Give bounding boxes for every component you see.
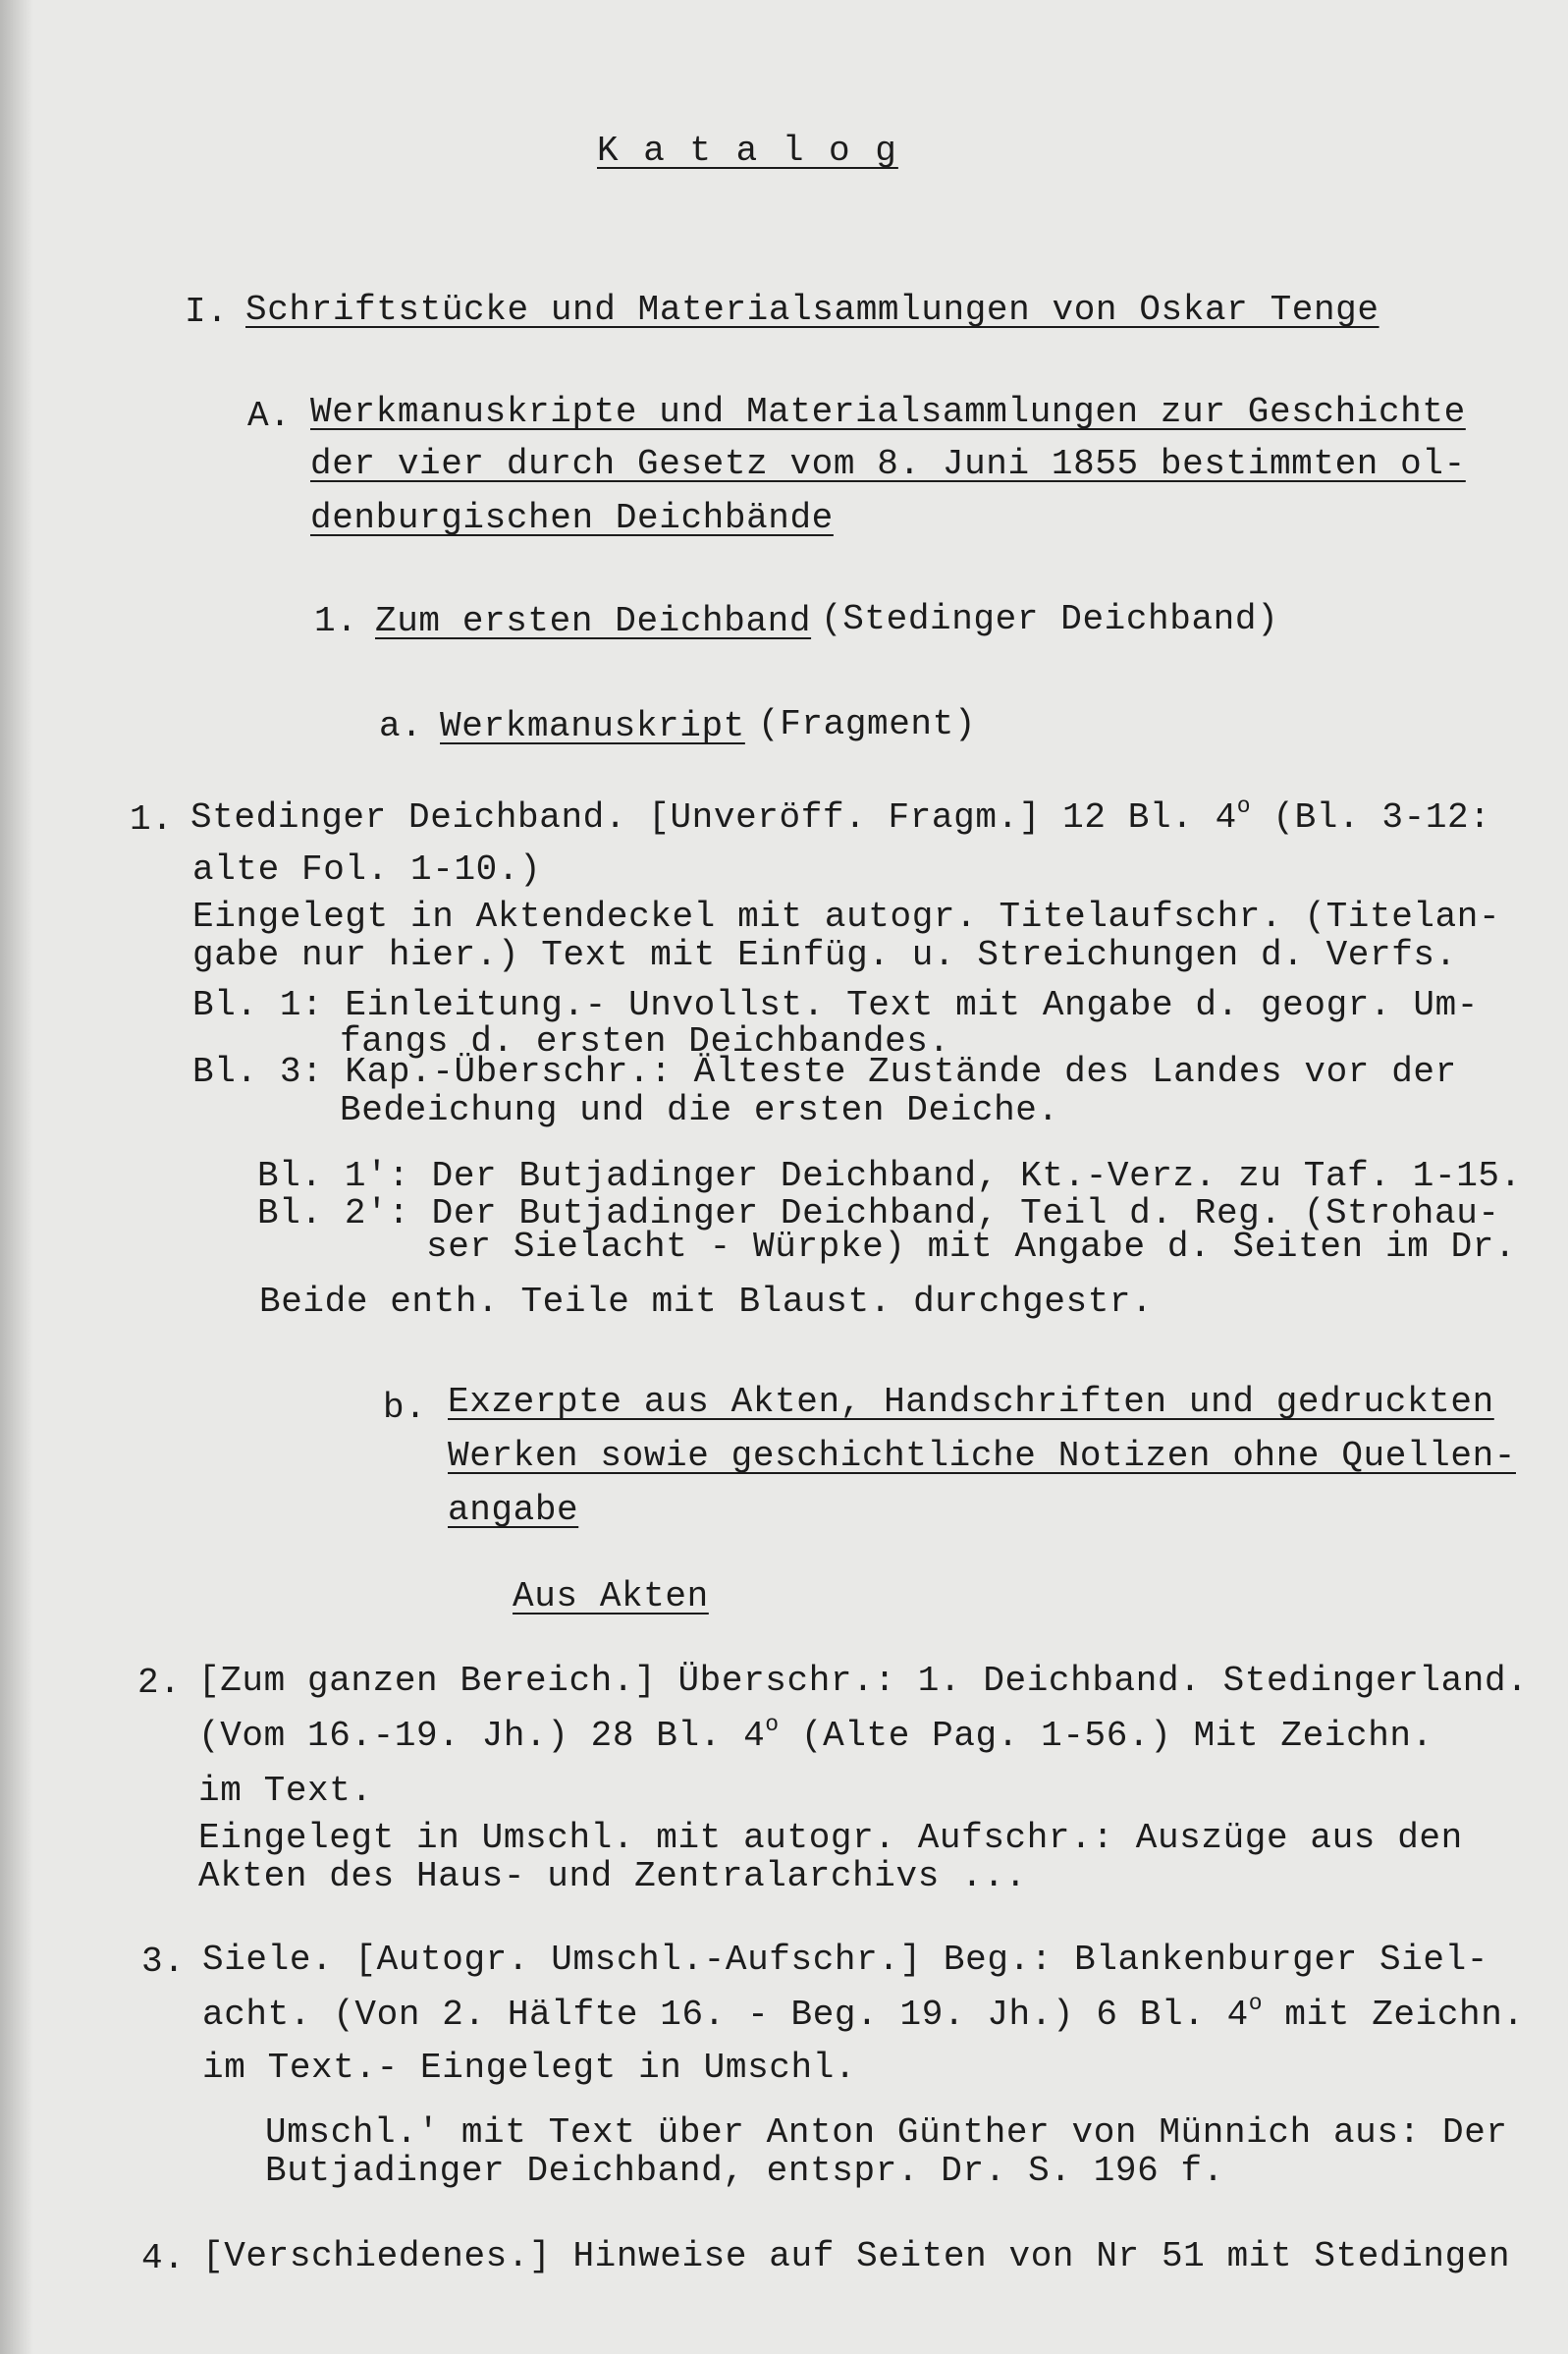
- section-a-heading-line: denburgischen Deichbände: [310, 498, 834, 538]
- entry-1-leaf-note: Bl. 2': Der Butjadinger Deichband, Teil d. Reg. (Strohau-: [257, 1193, 1500, 1233]
- section-1-number: 1.: [314, 601, 358, 641]
- section-i-heading: Schriftstücke und Materialsammlungen von Oskar Tenge: [245, 290, 1379, 330]
- entry-1-line: Stedinger Deichband. [Unveröff. Fragm.] 12 Bl. 4$^o$ (Bl. 3-12:: [190, 794, 1491, 838]
- entry-3-line: acht. (Von 2. Hälfte 16. - Beg. 19. Jh.) 6 Bl. 4$^o$ mit Zeichn.: [202, 1991, 1525, 2035]
- entry-2-line: im Text.: [198, 1771, 373, 1811]
- entry-2-line: [Zum ganzen Bereich.] Überschr.: 1. Deichband. Stedingerland.: [198, 1661, 1529, 1701]
- entry-1-line: gabe nur hier.) Text mit Einfüg. u. Streichungen d. Verfs.: [192, 935, 1457, 975]
- section-b-heading-line: Exzerpte aus Akten, Handschriften und gedruckten: [448, 1382, 1494, 1422]
- section-1-title: Zum ersten Deichband: [375, 601, 812, 641]
- entry-1-line: alte Fol. 1-10.): [192, 849, 542, 890]
- section-a-number: A.: [247, 396, 292, 436]
- entry-1-line: Beide enth. Teile mit Blaust. durchgestr.: [259, 1282, 1154, 1322]
- page-title: K a t a l o g: [597, 131, 898, 171]
- section-a-sub-number: a.: [379, 706, 423, 746]
- entry-1-leaf-note: Bl. 1': Der Butjadinger Deichband, Kt.-Verz. zu Taf. 1-15.: [257, 1156, 1522, 1196]
- entry-2-line: Akten des Haus- und Zentralarchivs ...: [198, 1856, 1027, 1896]
- entry-2-line: Eingelegt in Umschl. mit autogr. Aufschr.: Auszüge aus den: [198, 1818, 1463, 1858]
- entry-3-line: Siele. [Autogr. Umschl.-Aufschr.] Beg.: Blankenburger Siel-: [202, 1940, 1489, 1980]
- section-a-sub-title: Werkmanuskript: [440, 706, 745, 746]
- section-a-sub-note: (Fragment): [758, 704, 977, 744]
- entry-3-number: 3.: [141, 1942, 186, 1982]
- section-a-heading-line: Werkmanuskripte und Materialsammlungen zur Geschichte: [310, 392, 1466, 432]
- section-a-heading-line: der vier durch Gesetz vom 8. Juni 1855 bestimmten ol-: [310, 444, 1466, 484]
- section-b-heading-line: Werken sowie geschichtliche Notizen ohne Quellen-: [448, 1436, 1516, 1476]
- entry-3-line: Umschl.' mit Text über Anton Günther von Münnich aus: Der: [265, 2112, 1508, 2153]
- entry-1-leaf-note: Bl. 3: Kap.-Überschr.: Älteste Zustände des Landes vor der: [192, 1052, 1457, 1092]
- entry-2-number: 2.: [137, 1663, 182, 1703]
- entry-1-leaf-note: Bl. 1: Einleitung.- Unvollst. Text mit Angabe d. geogr. Um-: [192, 985, 1480, 1025]
- entry-3-line: im Text.- Eingelegt in Umschl.: [202, 2048, 857, 2088]
- entry-1-leaf-note: Bedeichung und die ersten Deiche.: [340, 1090, 1059, 1130]
- page-edge-shadow: [0, 0, 33, 2354]
- section-b-subheading: Aus Akten: [513, 1576, 709, 1616]
- entry-1-number: 1.: [130, 799, 174, 840]
- section-b-heading-line: angabe: [448, 1490, 579, 1530]
- section-i-number: I.: [185, 292, 229, 332]
- section-b-number: b.: [383, 1388, 427, 1428]
- entry-2-line: (Vom 16.-19. Jh.) 28 Bl. 4$^o$ (Alte Pag. 1-56.) Mit Zeichn.: [198, 1712, 1433, 1756]
- entry-3-line: Butjadinger Deichband, entspr. Dr. S. 196 f.: [265, 2151, 1224, 2191]
- entry-1-leaf-note: fangs d. ersten Deichbandes.: [340, 1021, 950, 1062]
- entry-4-number: 4.: [141, 2238, 186, 2278]
- entry-1-line: Eingelegt in Aktendeckel mit autogr. Titelaufschr. (Titelan-: [192, 897, 1501, 937]
- entry-1-leaf-note: ser Sielacht - Würpke) mit Angabe d. Seiten im Dr.: [426, 1227, 1517, 1267]
- section-1-note: (Stedinger Deichband): [821, 599, 1279, 639]
- entry-4-line: [Verschiedenes.] Hinweise auf Seiten von Nr 51 mit Stedingen: [202, 2236, 1511, 2276]
